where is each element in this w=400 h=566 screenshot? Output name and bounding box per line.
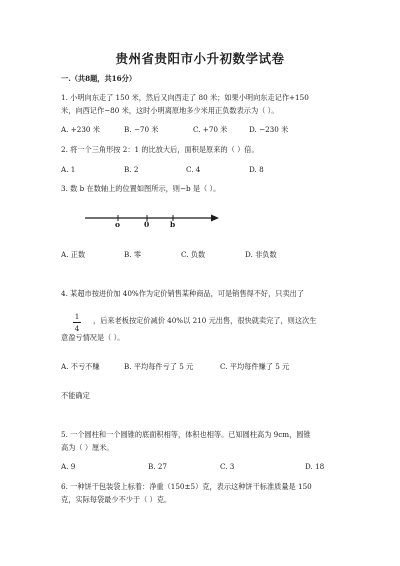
q3-option-b: B. 零 [124,250,142,259]
section-heading: 一.（共8题，共16分） [61,74,137,83]
q4-fraction-denominator: 4 [74,324,80,333]
q4-option-b: B. 平均每件亏了 5 元 [124,362,194,371]
q3-option-d: D. 非负数 [245,250,277,259]
page-title: 贵州省贵阳市小升初数学试卷 [115,51,285,66]
q5-option-b: B. 27 [148,462,167,471]
q1-option-c: C. +70 米 [193,125,228,134]
q1-line2: 米，向西记作−80 米，这时小明离原地多少米用正负数表示为（ ）。 [61,106,279,115]
q4-option-a: A. 不亏不赚 [61,362,100,371]
q5-option-c: C. 3 [220,462,235,471]
number-line [85,210,225,240]
number-line-label-o: o [115,220,121,229]
number-line-arrow [211,215,219,222]
number-line-label-b: b [170,220,176,229]
q4-fraction-numerator: 1 [74,312,80,321]
q3-option-a: A. 正数 [61,250,86,259]
q5-option-d: D. 18 [305,462,325,471]
q5-option-a: A. 9 [61,462,76,471]
q5-line1: 5. 一个圆柱和一个圆锥的底面积相等，体积也相等。已知圆柱高为 9cm，圆锥 [61,430,311,439]
q6-line2: 克，实际每袋最少不少于（ ）克。 [61,495,172,504]
q3-line1: 3. 数 b 在数轴上的位置如图所示，则−b 是（ ）。 [61,184,221,193]
q1-option-b: B. −70 米 [124,125,159,134]
number-line-diagram [85,210,225,236]
q6-line1: 6. 一种饼干包装袋上标着：净重（150±5）克，表示这种饼干标准质量是 150 [61,482,312,491]
q4-line1: 4. 某超市按进价加 40%作为定价销售某种商品，可是销售得不好，只卖出了 [61,289,305,298]
q4-option-d: 不能确定 [61,391,90,400]
q4-fraction-bar [73,322,81,323]
q2-option-d: D. 8 [249,165,264,174]
q1-option-d: D. −230 米 [249,125,289,134]
q3-option-c: C. 负数 [181,250,206,259]
q2-option-a: A. 1 [61,165,76,174]
q2-option-b: B. 2 [124,165,139,174]
q4-line2: ，后来老板按定价减价 40%以 210 元出售，很快就卖完了，则这次生 [93,316,317,325]
q2-line1: 2. 将一个三角形按 2：1 的比放大后，面积是原来的（ ）倍。 [61,145,259,154]
q1-option-a: A. +230 米 [61,125,100,134]
q4-fraction [73,312,81,333]
number-line-label-zero: 0 [144,220,150,229]
q4-option-c: C. 平均每件赚了 5 元 [220,362,290,371]
q2-option-c: C. 4 [186,165,201,174]
q5-line2: 高为（ ）厘米。 [61,443,114,452]
q4-line3: 意盈亏情况是（ ）。 [61,333,125,342]
q1-line1: 1. 小明向东走了 150 米，然后又向西走了 80 米；如果小明向东走记作+150 [61,93,309,102]
